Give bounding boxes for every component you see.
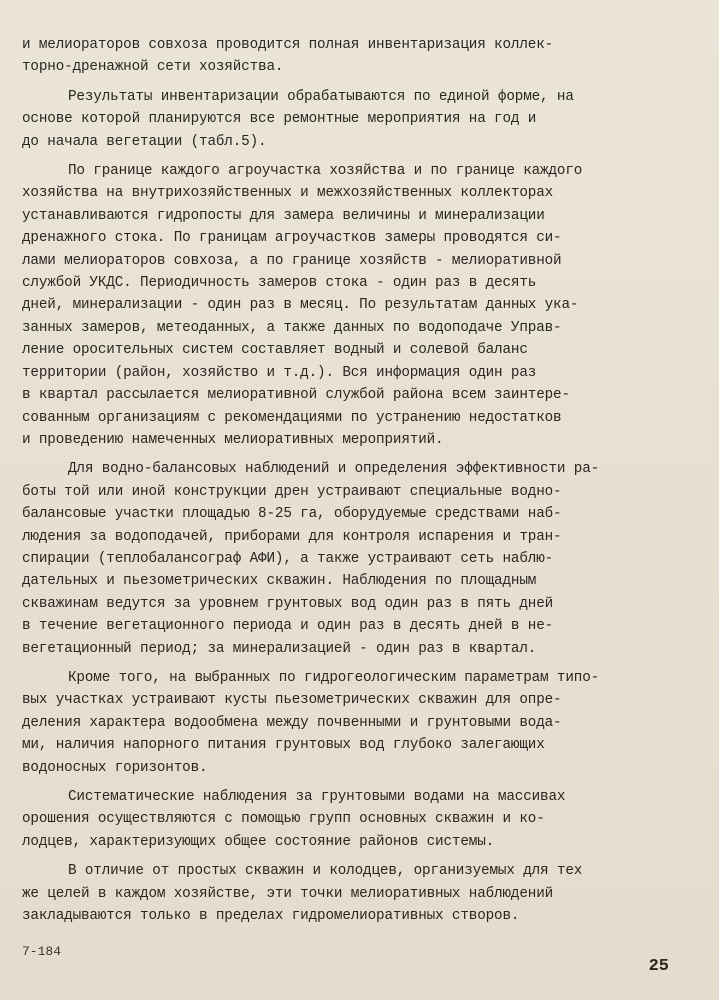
text-line: По границе каждого агроучастка хозяйства и по границе каждого [68,163,583,180]
text-line: Кроме того, на выбранных по гидрогеологическим параметрам типо- [68,669,600,686]
text-line: Систематические наблюдения за грунтовыми водами на массивах [68,789,566,805]
text-line: лодцев, характеризующих общее состояние районов системы. [22,833,495,850]
text-line: и проведению намеченных мелиоративных мероприятий. [22,431,444,448]
paragraph-7 [22,860,702,927]
text-line: дней, минерализации - один раз в месяц. По результатам данных ука- [22,297,579,314]
text-line: территории (район, хозяйство и т.д.). Вся информация один раз [22,364,537,381]
text-line: боты той или иной конструкции дрен устраивают специальные водно- [22,483,562,500]
body-text [22,34,702,934]
text-line: деления характера водообмена между почвенными и грунтовыми вода- [22,714,562,731]
text-line: Для водно-балансовых наблюдений и определения эффективности ра- [68,461,600,478]
text-line: в течение вегетационного периода и один раз в десять дней в не- [22,618,554,635]
paragraph-5 [22,667,702,779]
text-line: дренажного стока. По границам агроучастков замеры проводятся си- [22,230,562,247]
text-line: орошения осуществляются с помощью групп основных скважин и ко- [22,811,545,828]
text-line: до начала вегетации (табл.5). [22,133,267,150]
text-line: В отличие от простых скважин и колодцев, организуемых для тех [68,863,583,880]
text-line: спирации (теплобалансограф АФИ), а также устраивают сеть наблю- [22,550,554,567]
text-line: дательных и пьезометрических скважин. Наблюдения по площадным [22,573,537,590]
paragraph-4 [22,458,702,660]
page-number: 25 [648,957,669,976]
text-line: же целей в каждом хозяйстве, эти точки мелиоративных наблюдений [22,885,554,902]
text-line: торно-дренажной сети хозяйства. [22,59,284,76]
text-line: вегетационный период; за минерализацией - один раз в квартал. [22,640,537,657]
text-line: лами мелиораторов совхоза, а по границе хозяйств - мелиоративной [22,252,562,269]
text-line: людения за водоподачей, приборами для контроля испарения и тран- [22,528,562,545]
text-line: закладываются только в пределах гидромелиоративных створов. [22,908,520,925]
text-line: балансовые участки площадью 8-25 га, оборудуемые средствами наб- [22,506,562,523]
text-line: вых участках устраивают кусты пьезометрических скважин для опре- [22,692,562,709]
paragraph-3 [22,160,702,451]
text-line: скважинам ведутся за уровнем грунтовых вод один раз в пять дней [22,595,554,612]
text-line: службой УКДС. Периодичность замеров стока - один раз в десять [22,275,537,292]
footer-code: 7-184 [22,944,62,959]
paragraph-2 [22,86,702,153]
text-line: ление оросительных систем составляет водный и солевой баланс [22,342,528,359]
text-line: сованным организациям с рекомендациями по устранению недостатков [22,409,562,426]
text-line: в квартал рассылается мелиоративной службой района всем заинтере- [22,387,570,404]
text-line: Результаты инвентаризации обрабатываются по единой форме, на [68,88,574,105]
text-line: устанавливаются гидропосты для замера величины и минерализации [22,207,545,224]
text-line: водоносных горизонтов. [22,759,208,776]
text-line: ми, наличия напорного питания грунтовых вод глубоко залегающих [22,737,545,754]
text-line: основе которой планируются все ремонтные мероприятия на год и [22,111,537,128]
text-line: хозяйства на внутрихозяйственных и межхозяйственных коллекторах [22,185,554,202]
paragraph-6 [22,786,702,853]
text-line: и мелиораторов совхоза проводится полная инвентаризация коллек- [22,37,554,53]
text-line: занных замеров, метеоданных, а также данных по водоподаче Управ- [22,319,562,336]
paragraph-1 [22,34,702,79]
